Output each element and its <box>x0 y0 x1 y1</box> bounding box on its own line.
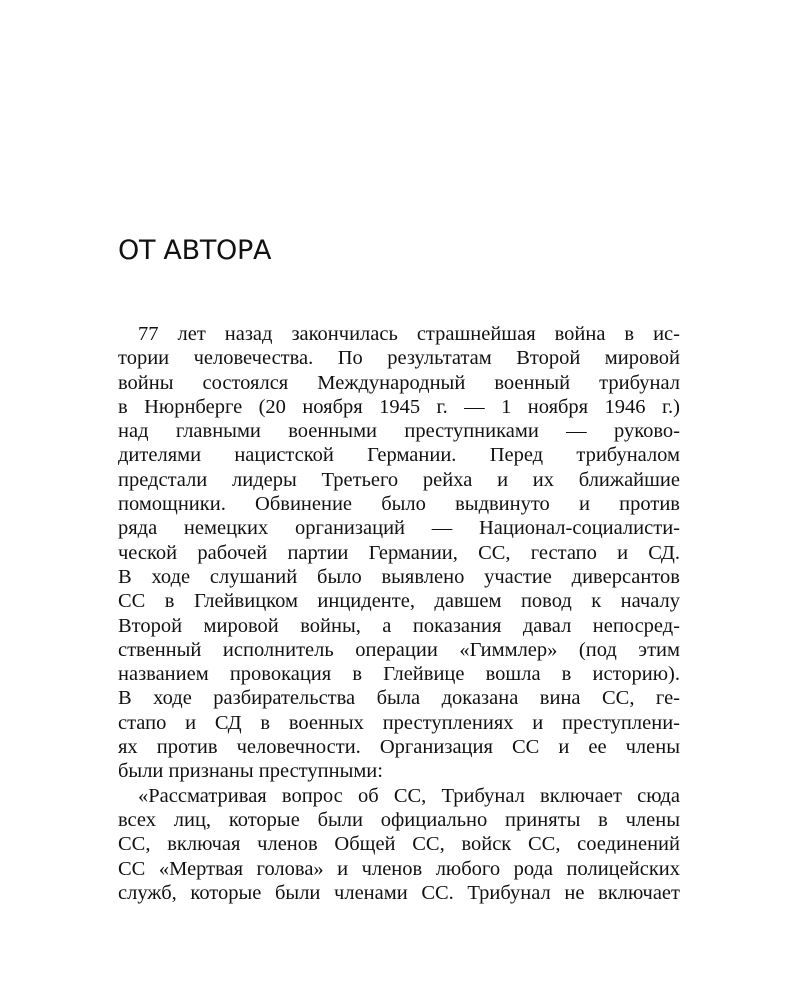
quote-line: СС «Мертвая голова» и членов любого рода полицейских <box>118 857 680 880</box>
text-line: В ходе разбирательства была доказана вина СС, ге- <box>118 687 680 710</box>
text-line: войны состоялся Международный военный трибунал <box>118 371 680 394</box>
text-line: тории человечества. По результатам Второй мировой <box>118 347 680 370</box>
text-line: В ходе слушаний было выявлено участие диверсантов <box>118 565 680 588</box>
text-line: ях против человечности. Организация СС и ее члены <box>118 736 680 759</box>
text-line: названием провокация в Глейвице вошла в историю). <box>118 663 680 686</box>
text-line: помощники. Обвинение было выдвинуто и против <box>118 493 680 516</box>
quote-line: всех лиц, которые были официально приняты в члены <box>118 808 680 831</box>
text-line: СС в Глейвицком инциденте, давшем повод к началу <box>118 590 680 613</box>
text-line: предстали лидеры Третьего рейха и их ближайшие <box>118 468 680 491</box>
text-line: дителями нацистской Германии. Перед трибуналом <box>118 444 680 467</box>
text-line: 77 лет назад закончилась страшнейшая война в ис- <box>138 323 680 345</box>
text-line: стапо и СД в военных преступлениях и преступлени- <box>118 711 680 734</box>
body-text <box>118 322 680 905</box>
text-line: Второй мировой войны, а показания давал непосред- <box>118 614 680 637</box>
chapter-heading: ОТ АВТОРА <box>118 235 272 266</box>
quote-line: «Рассматривая вопрос об СС, Трибунал включает сюда <box>138 784 680 807</box>
text-line: были признаны преступными: <box>118 760 383 783</box>
text-line: ряда немецких организаций — Национал-социалисти- <box>118 517 680 540</box>
text-line: ственный исполнитель операции «Гиммлер» (под этим <box>118 638 680 661</box>
quote-line: служб, которые были членами СС. Трибунал не включает <box>118 881 680 904</box>
text-line: ческой рабочей партии Германии, СС, гестапо и СД. <box>118 541 680 564</box>
quote-line: СС, включая членов Общей СС, войск СС, соединений <box>118 833 680 856</box>
text-line: в Нюрнберге (20 ноября 1945 г. — 1 ноября 1946 г.) <box>118 395 680 418</box>
text-line: над главными военными преступниками — руково- <box>118 420 680 443</box>
